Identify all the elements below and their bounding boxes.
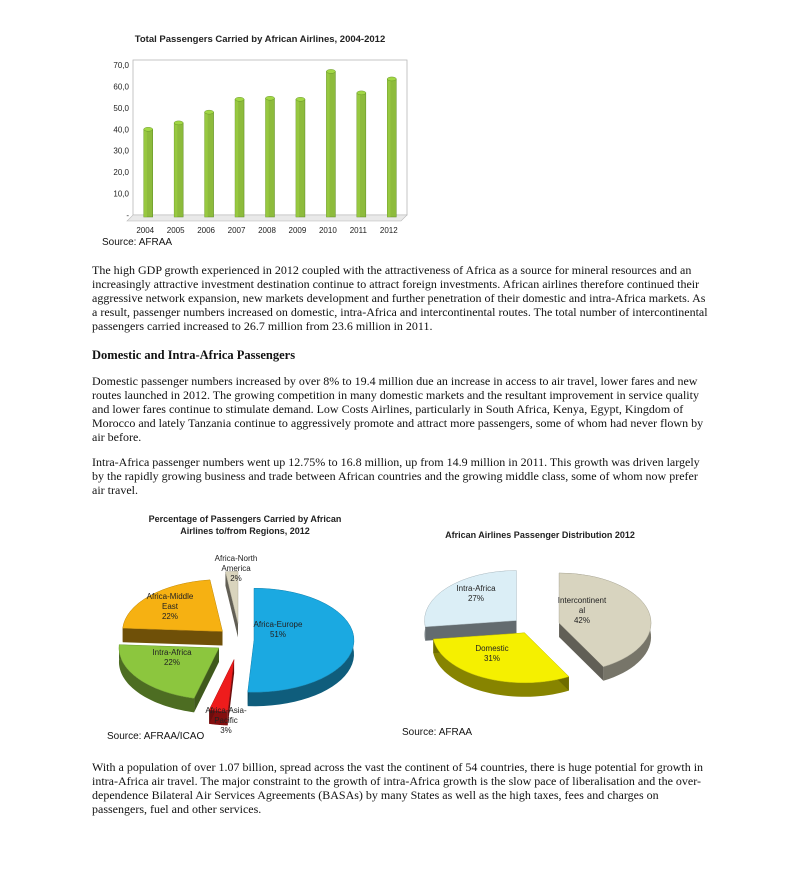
y-tick-label: 20,0 <box>113 168 129 178</box>
pie-slice-label: Intra-Africa 22% <box>152 648 192 667</box>
regions-pie-source: Source: AFRAA/ICAO <box>107 731 205 742</box>
pie-slice-label: Domestic 31% <box>475 644 509 663</box>
y-tick-label: 30,0 <box>113 146 129 156</box>
pie-slice <box>433 633 569 697</box>
paragraph-4: With a population of over 1.07 billion, spread across the vast the continent of 54 countries, there is huge potential for growth in intra-Africa air travel. The major constraint to the growth of intra-Africa growth is the slow pace of liberalisation and the over-dependence Bilateral Air Services Agreements (BASAs) by many States as well as the high taxes, fees and charges on passengers, fuel and other services. <box>92 760 704 816</box>
x-tick-label: 2010 <box>318 226 337 235</box>
bar <box>266 96 275 217</box>
bar-chart-title: Total Passengers Carried by African Airlines, 2004-2012 <box>134 34 386 45</box>
x-tick-label: 2004 <box>136 226 155 235</box>
y-tick-label: 70,0 <box>113 61 129 70</box>
pie-slice <box>248 588 354 706</box>
paragraph-2: Domestic passenger numbers increased by over 8% to 19.4 million due an increase in access to air travel, lower fares and new routes launched in 2012. The growing competition in many domestic markets and the resultant improvement in service quality and lower fares continue to stimulate demand. Low Costs Airlines, particularly in South Africa, Kenya, Egypt, Kingdom of Morocco and lately Tanzania continue to aggressively promote and attract more passengers, some of whom had never flown by air before. <box>92 374 704 444</box>
pie-slice-label: Africa-North America 2% <box>214 554 258 583</box>
y-tick-label: 60,0 <box>113 82 129 92</box>
regions-pie-chart <box>100 545 370 745</box>
pie-slice-label: Africa-Europe 51% <box>253 620 303 639</box>
distribution-pie-source: Source: AFRAA <box>402 727 473 738</box>
x-tick-label: 2012 <box>379 226 398 235</box>
x-tick-label: 2011 <box>349 226 367 235</box>
bar <box>205 110 214 217</box>
x-tick-label: 2008 <box>258 226 276 235</box>
y-tick-label: - <box>126 211 129 220</box>
y-tick-label: 10,0 <box>113 189 129 199</box>
pie-slice-label: Intra-Africa 27% <box>456 584 496 603</box>
regions-pie-title-line2: Airlines to/from Regions, 2012 <box>180 526 310 536</box>
bar <box>144 127 153 217</box>
distribution-pie-title: African Airlines Passenger Distribution 2012 <box>445 530 635 540</box>
x-tick-label: 2006 <box>197 226 216 235</box>
paragraph-1: The high GDP growth experienced in 2012 coupled with the attractiveness of Africa as a source for mineral resources and an increasingly attractive investment destination continue to attract foreign investments. African airlines therefore continued their aggressive network expansion, new markets development and further penetration of their domestic and intra-Africa markets. As a result, passenger numbers increased on domestic, intra-Africa and intercontinental routes. The total number of intercontinental passengers carried increased to 26.7 million from 23.6 million in 2011. <box>92 263 708 333</box>
pie-slice-label: Intercontinent al 42% <box>557 596 607 625</box>
bar <box>296 97 305 217</box>
pie-slice-label: Africa-Asia-Pacific 3% <box>205 706 247 735</box>
bar-chart-source: Source: AFRAA <box>102 237 173 248</box>
x-tick-label: 2005 <box>166 226 185 235</box>
section-heading: Domestic and Intra-Africa Passengers <box>92 348 296 362</box>
pie-slice-label: Africa-Middle East 22% <box>146 592 194 621</box>
bar <box>387 77 396 217</box>
bar-chart <box>95 55 415 235</box>
distribution-pie-chart <box>400 555 670 725</box>
y-tick-label: 40,0 <box>113 125 129 135</box>
pie-slice <box>559 573 651 681</box>
bar <box>326 69 335 217</box>
x-tick-label: 2007 <box>227 226 246 235</box>
regions-pie-title <box>120 513 370 537</box>
x-tick-label: 2009 <box>288 226 307 235</box>
bar <box>357 91 366 217</box>
regions-pie-title-line1: Percentage of Passengers Carried by African <box>148 514 342 524</box>
bar <box>174 121 183 217</box>
bar <box>235 97 244 217</box>
paragraph-3: Intra-Africa passenger numbers went up 12.75% to 16.8 million, up from 14.9 million in 2011. This growth was driven largely by the rapidly growing business and trade between African countries and the growing middle class, some of whom now prefer air travel. <box>92 455 700 497</box>
y-tick-label: 50,0 <box>113 103 129 113</box>
pie-slice <box>424 571 516 641</box>
